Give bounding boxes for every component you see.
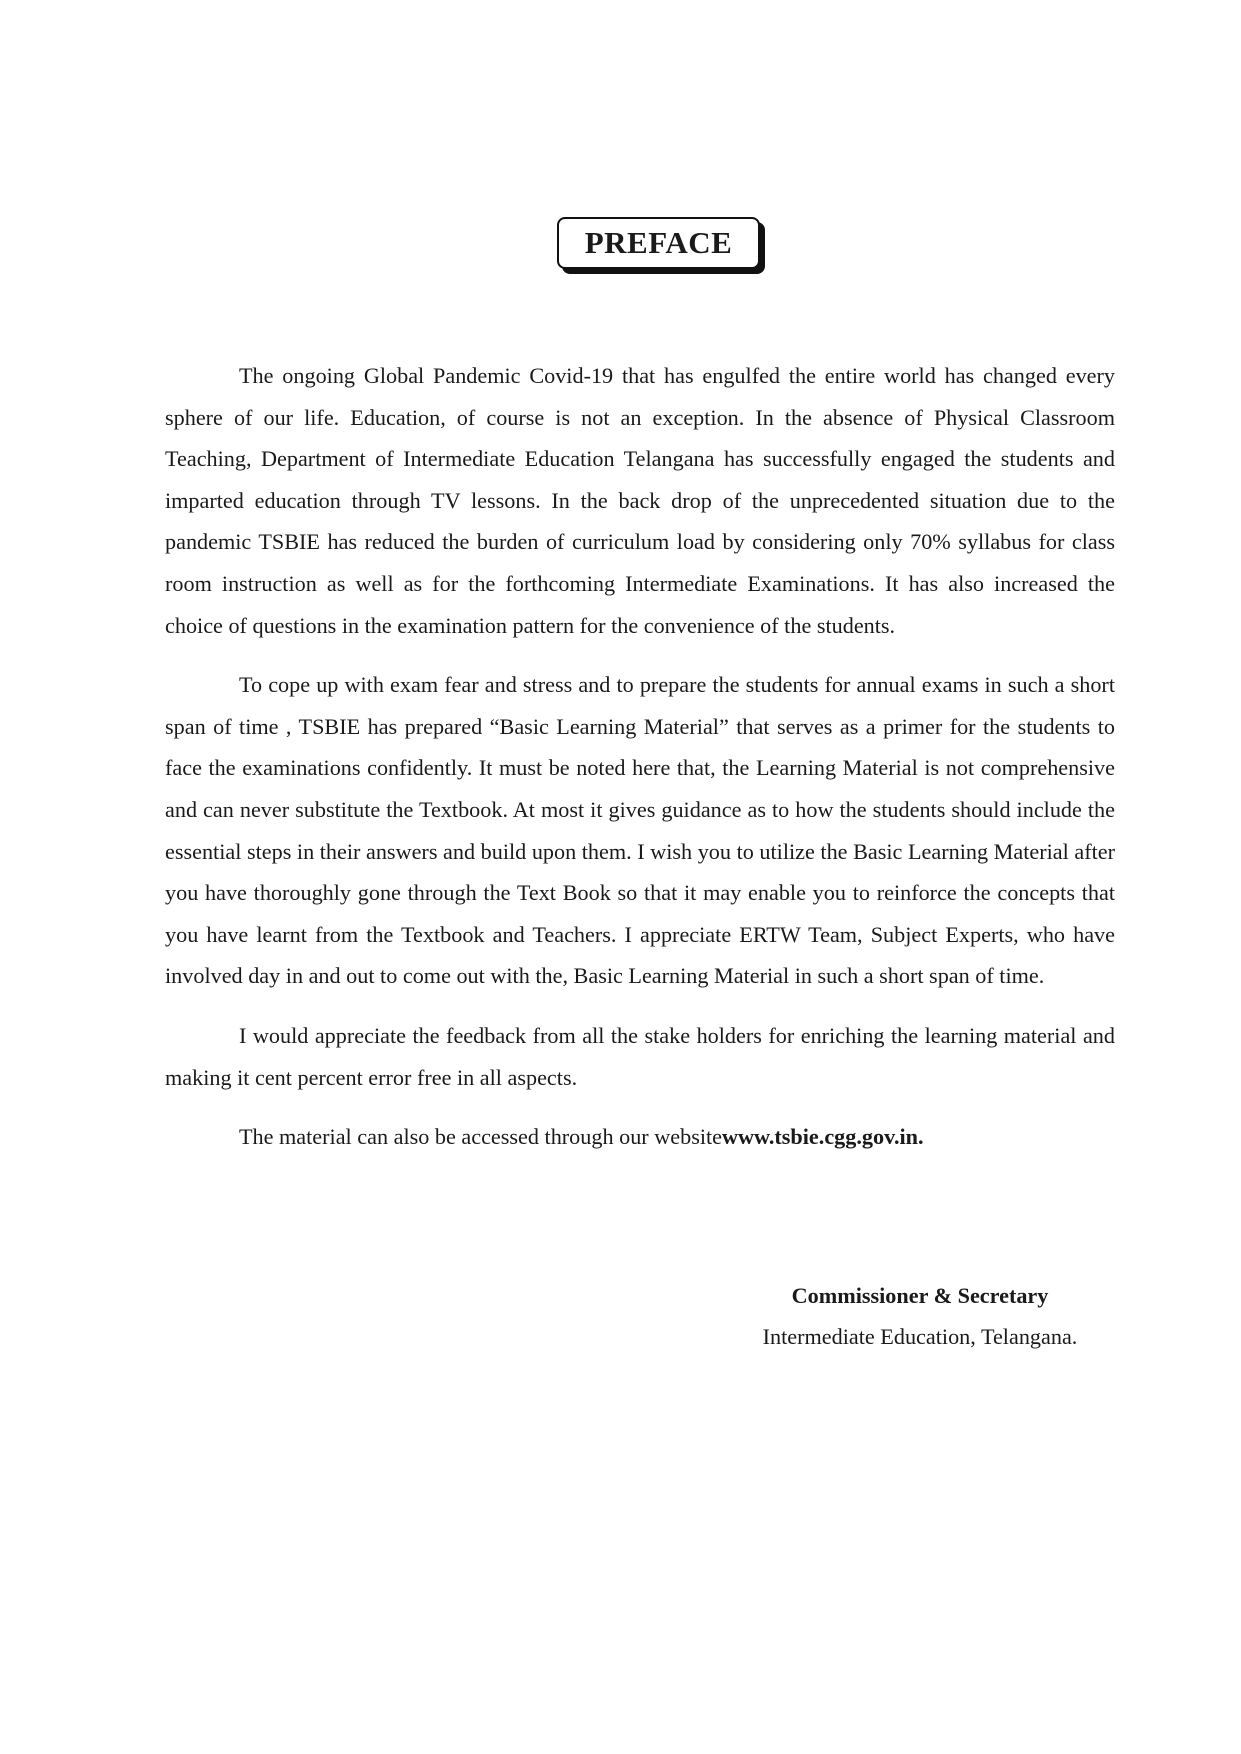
website-text: The material can also be accessed through our website bbox=[239, 1124, 723, 1150]
page-title: PREFACE bbox=[557, 217, 760, 269]
signatory-title: Commissioner & Secretary bbox=[791, 1283, 1049, 1308]
signature-block bbox=[730, 1275, 1110, 1357]
paragraph-2: To cope up with exam fear and stress and to prepare the students for annual exams in such a short span of time , TSBIE has prepared “Basic Learning Material” that serves as a primer for the students to face the examinations confidently. It must be noted here that, the Learning Material is not comprehensive and can never substitute the Textbook. At most it gives guidance as to how the students should include the essential steps in their answers and build upon them. I wish you to utilize the Basic Learning Material after you have thoroughly gone through the Text Book so that it may enable you to reinforce the concepts that you have learnt from the Textbook and Teachers. I appreciate ERTW Team, Subject Experts, who have involved day in and out to come out with the, Basic Learning Material in such a short span of time. bbox=[165, 672, 1115, 989]
paragraph-website bbox=[165, 1116, 1115, 1158]
preface-heading-box bbox=[557, 217, 766, 275]
signatory-organization: Intermediate Education, Telangana. bbox=[762, 1324, 1078, 1349]
website-url: www.tsbie.cgg.gov.in. bbox=[722, 1124, 924, 1150]
preface-body bbox=[165, 355, 1115, 1158]
paragraph-1: The ongoing Global Pandemic Covid-19 that has engulfed the entire world has changed every sphere of our life. Education, of course is not an exception. In the absence of Physical Classroom Teaching, Department of Intermediate Education Telangana has successfully engaged the students and imparted education through TV lessons. In the back drop of the unprecedented situation due to the pandemic TSBIE has reduced the burden of curriculum load by considering only 70% syllabus for class room instruction as well as for the forthcoming Intermediate Examinations. It has also increased the choice of questions in the examination pattern for the convenience of the students. bbox=[165, 363, 1115, 638]
paragraph-3: I would appreciate the feedback from all the stake holders for enriching the learning material and making it cent percent error free in all aspects. bbox=[165, 1022, 1115, 1090]
